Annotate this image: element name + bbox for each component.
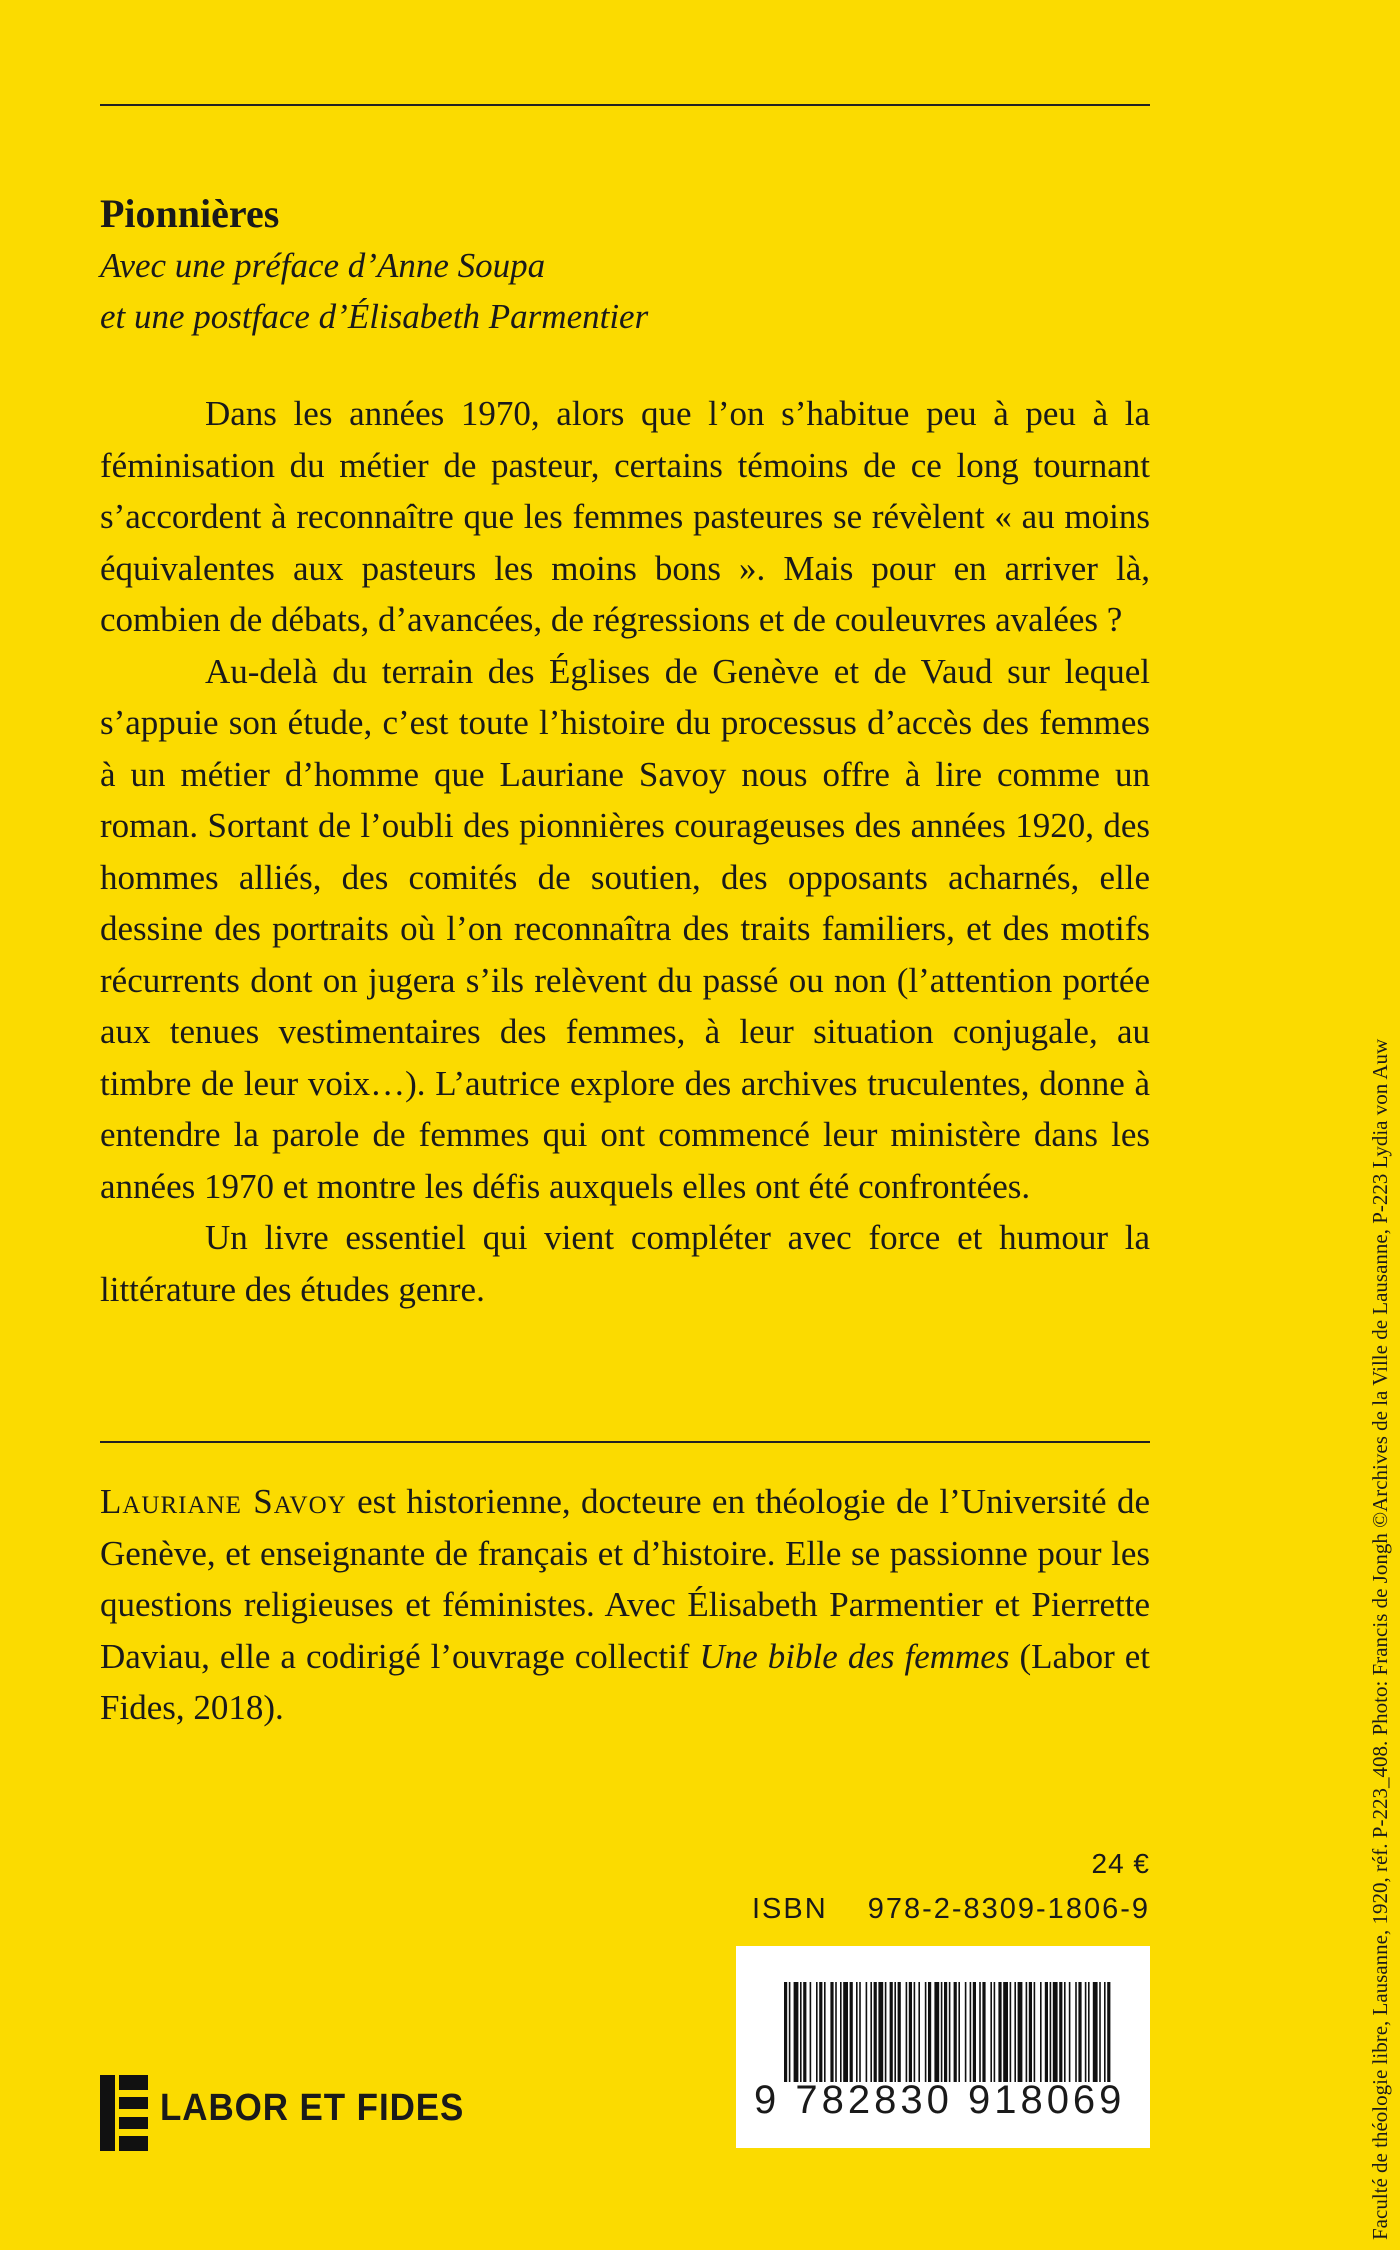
barcode-bar — [1010, 1982, 1012, 2082]
barcode-bar — [794, 1982, 799, 2082]
barcode-bar — [1045, 1982, 1048, 2082]
barcode-bar — [878, 1982, 883, 2082]
barcode-bar — [874, 1982, 877, 2082]
barcode-bar — [1099, 1982, 1101, 2082]
publisher-name: LABOR ET FIDES — [160, 2087, 465, 2129]
barcode-bar — [1029, 1982, 1032, 2082]
barcode-bar — [965, 1982, 967, 2082]
photo-credit: Faculté de théologie libre, Lausanne, 1920, réf. P-223_408. Photo: Francis de Jongh ©Archives de la Ville de Lausanne, P-223 Lydia von Auw — [1368, 1038, 1392, 2240]
barcode-bar — [1093, 1982, 1098, 2082]
barcode-bar — [850, 1982, 853, 2082]
barcode-bar — [970, 1982, 972, 2082]
author-bio-paragraph — [100, 1476, 1150, 1734]
barcode-bar — [816, 1982, 818, 2082]
barcode-bar — [998, 1982, 1001, 2082]
barcode-bar — [1003, 1982, 1008, 2082]
barcode-bar — [789, 1982, 791, 2082]
barcode-digits: 9 782830 918069 — [754, 2078, 1126, 2122]
isbn-label: ISBN — [752, 1893, 828, 1925]
barcode-bar — [925, 1982, 927, 2082]
barcode-bar — [870, 1982, 872, 2082]
barcode-bar — [810, 1982, 812, 2082]
barcode-bar — [958, 1982, 960, 2082]
author-bio-text-end: (Labor et Fides, 2018). — [100, 1636, 1151, 1727]
barcode-bar — [1078, 1982, 1081, 2082]
barcode-bar — [944, 1982, 947, 2082]
barcode-bar — [803, 1982, 806, 2082]
barcode-bar — [784, 1982, 787, 2082]
barcode-bar — [990, 1982, 992, 2082]
barcode-bar — [1050, 1982, 1052, 2082]
barcode-bar — [1053, 1982, 1058, 2082]
barcode-bar — [973, 1982, 976, 2082]
barcode-bar — [866, 1982, 868, 2082]
barcode-bar — [1040, 1982, 1042, 2082]
barcode-bar — [941, 1982, 943, 2082]
barcode-bar — [982, 1982, 985, 2082]
middle-divider — [100, 1441, 1150, 1443]
barcode — [736, 1946, 1150, 2148]
description-paragraph-3: Un livre essentiel qui vient compléter avec force et humour la littérature des études genre. — [100, 1218, 1150, 1309]
barcode-bar — [954, 1982, 957, 2082]
barcode-bar — [994, 1982, 996, 2082]
price: 24 € — [1091, 1848, 1150, 1879]
barcode-bar — [800, 1982, 802, 2082]
barcode-bar — [914, 1982, 916, 2082]
barcode-bar — [856, 1982, 858, 2082]
barcode-bar — [894, 1982, 896, 2082]
description-paragraph-2: Au-delà du terrain des Églises de Genève et de Vaud sur lequel s’appuie son étude, c’est toute l’histoire du processus d’accès des femmes à un métier d’homme que Lauriane Savoy nous offre à lire comme un roman. Sortant de l’oubli des pionnières courageuses des années 1920, des hommes alliés, des comités de soutien, des opposants acharnés, elle dessine des portraits où l’on reconnaîtra des traits familiers, et des motifs récurrents dont on jugera s’ils relèvent du passé ou non (l’attention portée aux tenues vestimentaires des femmes, à leur situation conjugale, au timbre de leur voix…). L’autrice explore des archives truculentes, donne à entendre la parole de femmes qui ont commencé leur ministère dans les années 1970 et montre les défis auxquels elles ont été confrontées. — [100, 651, 1150, 1206]
barcode-bar — [906, 1982, 908, 2082]
barcode-bar — [1026, 1982, 1028, 2082]
barcode-bar — [1107, 1982, 1110, 2082]
author-bio-text: est historienne, docteure en théologie de l’Université de Genève, et enseignante de français et d’histoire. Elle se passionne pour les questions religieuses et féministes. Avec Élisabeth Parmentier et Pierrette Daviau, elle a codirigé l’ouvrage collectif — [100, 1482, 1150, 1676]
barcode-bars — [784, 1982, 1114, 2082]
barcode-bar — [1075, 1982, 1077, 2082]
barcode-bar — [918, 1982, 920, 2082]
barcode-bar — [1104, 1982, 1106, 2082]
author-bio — [100, 1476, 1150, 1734]
barcode-bar — [1069, 1982, 1071, 2082]
barcode-bar — [843, 1982, 848, 2082]
barcode-bar — [909, 1982, 912, 2082]
barcode-bar — [979, 1982, 981, 2082]
referenced-book-title: Une bible des femmes — [699, 1636, 1010, 1676]
barcode-bar — [928, 1982, 931, 2082]
publisher-logo-mark-icon — [100, 2075, 148, 2151]
title-block — [100, 188, 1150, 342]
barcode-bar — [1059, 1982, 1062, 2082]
barcode-bar — [1085, 1982, 1087, 2082]
isbn — [752, 1893, 1150, 1926]
barcode-bar — [824, 1982, 826, 2082]
barcode-bar — [898, 1982, 901, 2082]
barcode-bar — [830, 1982, 833, 2082]
barcode-bar — [934, 1982, 939, 2082]
barcode-bar — [835, 1982, 837, 2082]
barcode-bar — [890, 1982, 893, 2082]
postface-credit: et une postface d’Élisabeth Parmentier — [100, 297, 649, 336]
book-description — [100, 388, 1150, 1315]
barcode-bar — [1014, 1982, 1016, 2082]
barcode-bar — [819, 1982, 822, 2082]
barcode-bar — [1018, 1982, 1023, 2082]
description-paragraph-1: Dans les années 1970, alors que l’on s’habitue peu à peu à la féminisation du métier de pasteur, certains témoins de ce long tournant s’accordent à reconnaître que les femmes pasteures se révèlent « au moins équivalentes aux pasteurs les moins bons ». Mais pour en arriver là, combien de débats, d’avancées, de régressions et de couleuvres avalées ? — [100, 394, 1150, 639]
author-name: Lauriane Savoy — [100, 1482, 347, 1521]
barcode-bar — [1064, 1982, 1066, 2082]
barcode-bar — [859, 1982, 861, 2082]
isbn-number: 978-2-8309-1806-9 — [867, 1893, 1150, 1925]
barcode-bar — [885, 1982, 887, 2082]
barcode-bar — [949, 1982, 951, 2082]
barcode-bar — [1088, 1982, 1090, 2082]
barcode-bar — [840, 1982, 842, 2082]
barcode-bar — [1034, 1982, 1036, 2082]
preface-credit: Avec une préface d’Anne Soupa — [100, 246, 546, 285]
top-divider — [100, 104, 1150, 106]
book-title: Pionnières — [100, 191, 280, 236]
